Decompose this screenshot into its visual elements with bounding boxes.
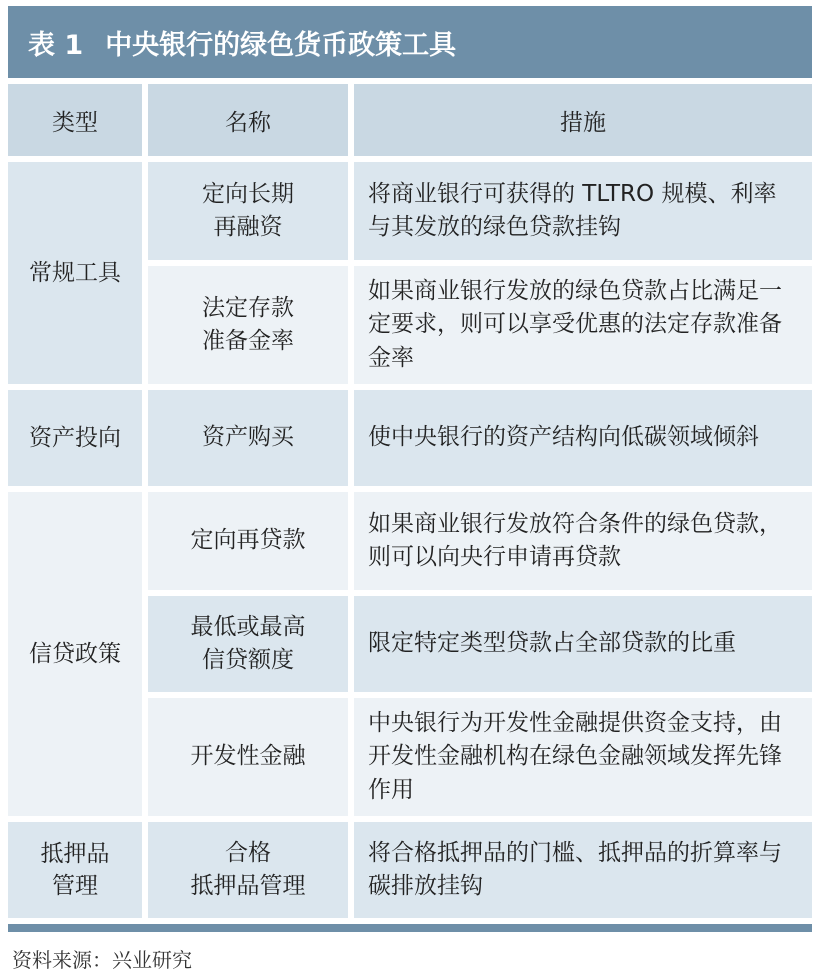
name-cell: 开发性金融: [148, 698, 348, 816]
table-title-bar: [8, 6, 812, 78]
type-cell: 资产投向: [8, 390, 142, 486]
name-cell: 合格 抵押品管理: [148, 822, 348, 918]
measure-cell: 限定特定类型贷款占全部贷款的比重: [354, 596, 812, 692]
table-group: [8, 492, 812, 816]
table-row: [148, 162, 812, 260]
name-cell: 定向长期 再融资: [148, 162, 348, 260]
header-name: 名称: [148, 84, 348, 156]
table-number: 表 1: [28, 29, 84, 61]
table-row: [148, 698, 812, 816]
table-group: [8, 162, 812, 384]
table-row: [148, 266, 812, 384]
measure-cell: 如果商业银行发放的绿色贷款占比满足一定要求，则可以享受优惠的法定存款准备金率: [354, 266, 812, 384]
name-cell: 定向再贷款: [148, 492, 348, 590]
table-group: [8, 390, 812, 486]
table-title: 中央银行的绿色货币政策工具: [105, 29, 457, 61]
bottom-rule: [8, 924, 812, 932]
type-cell: 常规工具: [8, 162, 142, 384]
table-group: [8, 822, 812, 918]
table-header: [8, 84, 812, 156]
measure-cell: 如果商业银行发放符合条件的绿色贷款，则可以向央行申请再贷款: [354, 492, 812, 590]
name-cell: 法定存款 准备金率: [148, 266, 348, 384]
type-cell: 抵押品 管理: [8, 822, 142, 918]
type-cell: 信贷政策: [8, 492, 142, 816]
measure-cell: 将合格抵押品的门槛、抵押品的折算率与碳排放挂钩: [354, 822, 812, 918]
table-row: [148, 822, 812, 918]
measure-cell: 使中央银行的资产结构向低碳领域倾斜: [354, 390, 812, 486]
measure-cell: 中央银行为开发性金融提供资金支持，由开发性金融机构在绿色金融领域发挥先锋作用: [354, 698, 812, 816]
measure-cell: 将商业银行可获得的 TLTRO 规模、利率与其发放的绿色贷款挂钩: [354, 162, 812, 260]
table-row: [148, 492, 812, 590]
source-note: 资料来源：兴业研究: [12, 948, 192, 972]
policy-table: [8, 6, 812, 973]
header-measure: 措施: [354, 84, 812, 156]
name-cell: 最低或最高 信贷额度: [148, 596, 348, 692]
header-type: 类型: [8, 84, 142, 156]
table-row: [148, 596, 812, 692]
name-cell: 资产购买: [148, 390, 348, 486]
table-row: [148, 390, 812, 486]
